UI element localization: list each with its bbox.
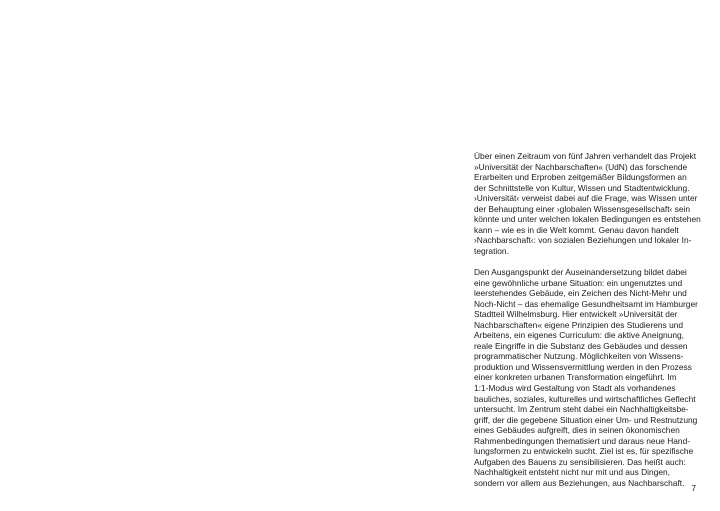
- text-line: griff, der die gegebene Situation einer Um- und Restnutzung: [474, 414, 698, 425]
- text-line: der Behauptung einer ›globalen Wissensgesellschaft‹ sein: [474, 203, 691, 214]
- text-line: Rahmenbedingungen thematisiert und daraus neue Hand-: [474, 435, 691, 446]
- text-line: sondern vor allem aus Beziehungen, aus Nachbarschaft.: [474, 477, 685, 488]
- text-line: der Schnittstelle von Kultur, Wissen und Stadtentwicklung.: [474, 182, 690, 193]
- text-line: ›Nachbarschaft‹: von sozialen Beziehungen und lokaler In-: [474, 235, 692, 246]
- text-line: Noch-Nicht – das ehemalige Gesundheitsamt im Hamburger: [474, 298, 698, 309]
- text-line: Den Ausgangspunkt der Auseinandersetzung bildet dabei: [474, 267, 687, 278]
- text-line: eines Gebäudes aufgreift, dies in seinen ökonomischen: [474, 425, 680, 436]
- text-line: Über einen Zeitraum von fünf Jahren verhandelt das Projekt: [474, 151, 697, 161]
- text-line: ›Universität‹ verweist dabei auf die Frage, was Wissen unter: [474, 193, 698, 204]
- text-line: 1:1-Modus wird Gestaltung von Stadt als vorhandenes: [474, 383, 676, 394]
- page-number: 7: [691, 483, 696, 493]
- text-line: eine gewöhnliche urbane Situation: ein ungenutztes und: [474, 277, 683, 288]
- text-line: Stadtteil Wilhelmsburg. Hier entwickelt »Universität der: [474, 309, 678, 320]
- text-line: Arbeitens, ein eigenes Curriculum: die aktive Aneignung,: [474, 330, 684, 341]
- body-text: [474, 151, 708, 489]
- text-line: Aufgaben des Bauens zu sensibilisieren. Das heißt auch:: [474, 456, 686, 467]
- text-line: untersucht. Im Zentrum steht dabei ein Nachhaltigkeitsbe-: [474, 404, 689, 415]
- text-line: programmatischer Nutzung. Möglichkeiten von Wissens-: [474, 351, 684, 362]
- text-line: »Universität der Nachbarschaften« (UdN) das forschende: [474, 161, 688, 172]
- text-line: leerstehendes Gebäude, ein Zeichen des Nicht-Mehr und: [474, 288, 687, 299]
- text-line: Nachbarschaften« eigene Prinzipien des Studierens und: [474, 319, 684, 330]
- text-line: Erarbeiten und Erproben zeitgemäßer Bildungsformen an: [474, 172, 687, 183]
- text-line: einer konkreten urbanen Transformation eingeführt. Im: [474, 372, 677, 383]
- text-line: produktion und Wissensvermittlung werden in den Prozess: [474, 361, 692, 372]
- paragraph-1: [474, 151, 708, 256]
- right-page: [360, 0, 720, 511]
- paragraph-2: [474, 267, 708, 488]
- text-line: könnte und unter welchen lokalen Bedingungen es entstehen: [474, 214, 701, 225]
- text-line: reale Eingriffe in die Substanz des Gebäudes und dessen: [474, 340, 688, 351]
- text-line: Nachhaltigkeit entsteht nicht nur mit und aus Dingen,: [474, 467, 670, 478]
- text-line: lungsformen zu entwickeln sucht. Ziel ist es, für spezifische: [474, 446, 694, 457]
- text-line: kann – wie es in die Welt kommt. Genau davon handelt: [474, 224, 679, 235]
- text-line: bauliches, soziales, kulturelles und wirtschaftliches Geflecht: [474, 393, 696, 404]
- text-line: tegration.: [474, 245, 509, 256]
